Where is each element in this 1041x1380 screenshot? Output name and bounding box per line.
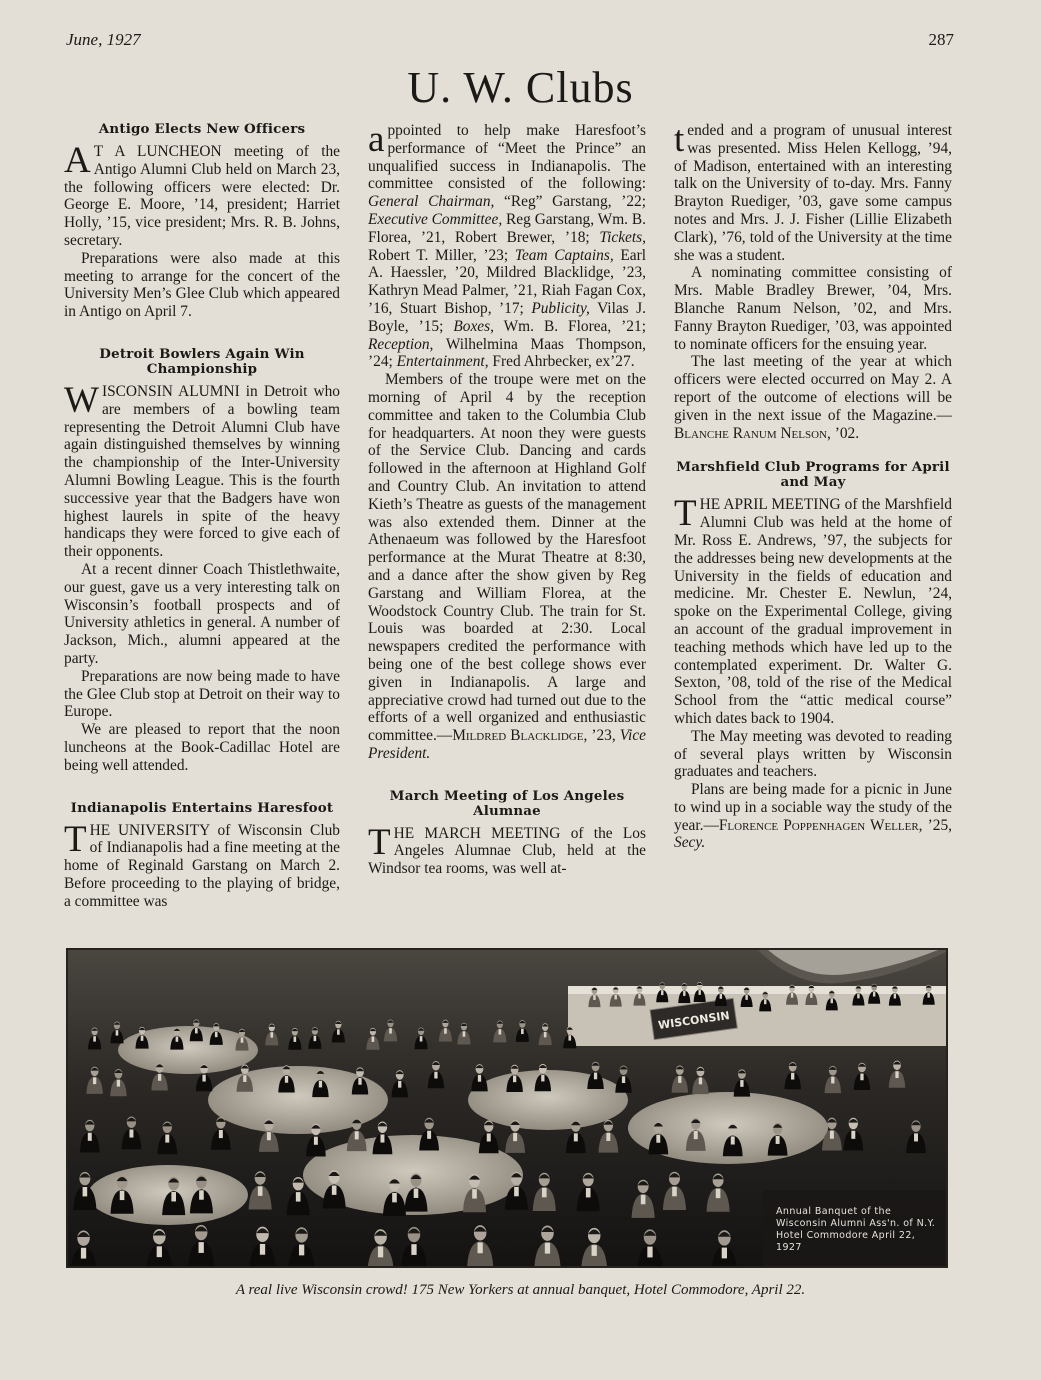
guest-shirt — [514, 1187, 519, 1196]
guest-shirt — [270, 1032, 273, 1037]
column-1 — [64, 122, 340, 910]
guest-shirt — [622, 1076, 625, 1083]
guest-shirt — [851, 1131, 855, 1139]
guest-shirt — [740, 1080, 743, 1087]
guest-shirt — [592, 1245, 597, 1256]
guest-shirt — [638, 994, 640, 999]
guest-shirt — [521, 1029, 524, 1034]
guest-shirt — [894, 994, 896, 999]
marshfield-signature: Florence Poppenhagen Weller, ’25, — [718, 816, 952, 834]
guest-shirt — [444, 1028, 447, 1033]
guest-shirt — [478, 1075, 481, 1082]
guest-shirt — [158, 1074, 161, 1081]
los-angeles-paragraph-1-cont: tended and a program of unusual interest was presented. Miss Helen Kellogg, ’94, of Madison, entertained with an interesting talk on the University of to-day. Mrs. Fanny Brayton Ruediger, ’03, gave some campus notes and Mrs. J. J. Fisher (Lillie Elizabeth Clark), ’76, told of the University at the time she was a student. — [674, 119, 952, 264]
column-2 — [368, 119, 646, 878]
indianapolis-signature: Mildred Blacklidge, ’23, — [452, 727, 616, 745]
photo-inset-caption: Annual Banquet of the Wisconsin Alumni Ass'n. of N.Y. Hotel Commodore April 22, 1927 — [776, 1206, 936, 1253]
guest-shirt — [857, 993, 859, 998]
guest-shirt — [267, 1132, 271, 1140]
guest-shirt — [895, 1071, 898, 1078]
guest-shirt — [831, 1077, 834, 1084]
guest-shirt — [202, 1075, 205, 1082]
guest-shirt — [873, 992, 875, 997]
guest-shirt — [860, 1074, 863, 1081]
guest-shirt — [420, 1036, 423, 1041]
guest-shirt — [513, 1133, 517, 1141]
guest-shirt — [831, 998, 833, 1003]
guest-shirt — [81, 1248, 86, 1259]
guest-shirt — [358, 1078, 361, 1085]
guest-shirt — [776, 1136, 780, 1144]
marshfield-paragraph-1: THE APRIL MEETING of the Marshfield Alumni Club was held at the home of Mr. Ross E. Andrews, ’97, the subjects for the addresses being new developments at the University in the fields of education and medicine. Mr. Chester E. Newlun, ’24, spoke on the Experimental College, giving an account of the gradual improvement in teaching methods which have led up to the contemplated experiment. Dr. Walter G. Sexton, ’08, told of the rise of the Medical School from the “attic medical course” which dates back to 1904. — [674, 493, 952, 727]
guest-shirt — [258, 1186, 263, 1195]
guest-shirt — [414, 1188, 419, 1197]
guest-shirt — [93, 1036, 96, 1041]
guest-shirt — [165, 1134, 169, 1142]
guest-shirt — [683, 991, 685, 996]
guest-shirt — [914, 1133, 918, 1141]
guest-shirt — [541, 1075, 544, 1082]
guest-shirt — [545, 1243, 550, 1254]
guest-shirt — [141, 1035, 144, 1040]
los-angeles-heading: March Meeting of Los Angeles Alumnae — [389, 787, 625, 819]
marshfield-heading: Marshfield Club Programs for April and May — [676, 459, 950, 491]
guest-shirt — [314, 1137, 318, 1145]
guest-shirt — [88, 1133, 92, 1141]
guest-shirt — [319, 1081, 322, 1088]
guest-shirt — [332, 1185, 337, 1194]
los-angeles-paragraph-1: THE MARCH MEETING of the Los Angeles Alumnae Club, held at the Windsor tea rooms, was well at- — [368, 821, 646, 878]
guest-shirt — [791, 1073, 794, 1080]
guest-shirt — [487, 1133, 491, 1141]
guest-shirt — [927, 993, 929, 998]
guest-shirt — [372, 1036, 375, 1041]
guest-shirt — [83, 1187, 88, 1196]
guest-shirt — [219, 1130, 223, 1138]
photo-caption: A real live Wisconsin crowd! 175 New Yorkers at annual banquet, Hotel Commodore, April 22. — [235, 1282, 806, 1298]
guest-shirt — [672, 1187, 677, 1196]
guest-shirt — [810, 993, 812, 998]
guest-shirt — [594, 1073, 597, 1080]
guest-shirt — [830, 1131, 834, 1139]
guest-shirt — [478, 1242, 483, 1253]
page-number: 287 — [928, 30, 954, 49]
guest-shirt — [378, 1247, 383, 1258]
antigo-paragraph-1: AT A LUNCHEON meeting of the Antigo Alumni Club held on March 23, the following officers were elected: Dr. George E. Moore, ’14, president; Harriet Holly, ’15, vice president; Mrs. R. B. Johns, secretary. — [64, 140, 340, 249]
guest-shirt — [434, 1072, 437, 1079]
guest-shirt — [731, 1136, 735, 1144]
antigo-heading: Antigo Elects New Officers — [98, 121, 306, 137]
column-3 — [674, 119, 952, 852]
indianapolis-paragraph-2: Members of the troupe were met on the morning of April 4 by the reception committee and taken to the Columbia Club for headquarters. At noon they were guests of the Service Club. Dancing and cards followed in the afternoon at Highland Golf and Country Club. An invitation to attend Kieth’s Theatre as guests of the management was also extended them. Dinner at the Athenaeum was followed by the Haresfoot performance at the Murat Theatre at 8:30, and a dance after the show given by Reg Garstang and William Florea, at the Woodstock Country Club. The train for St. Louis was boarded at 2:30. Local newspapers credited the performance with being one of the best college shows ever given in Indianapolis. A large and appreciative crowd had turned out due to the efforts of a well organized and enthusiastic committee.—Mildred Blacklidge, ’23, Vice President. — [368, 371, 646, 762]
los-angeles-paragraph-2: A nominating committee consisting of Mrs. Mable Bradley Brewer, ’04, Mrs. Blanche Ranum Nelson, ’02, and Mrs. Fanny Brayton Ruediger, ’03, was appointed to nominate officers for the ensuing year. — [674, 264, 952, 353]
guest-shirt — [544, 1032, 547, 1037]
guest-shirt — [129, 1129, 133, 1137]
guest-shirt — [199, 1190, 204, 1199]
guest-shirt — [337, 1029, 340, 1034]
detroit-paragraph-1: WISCONSIN ALUMNI in Detroit who are members of a bowling team representing the Detroit Alumni Club have again distinguished themselves by winning the championship of the Inter-University Alumni Bowling League. This is the fourth successive year that the Badgers have won highest laurels in spite of the heavy handicaps they were forced to give each of their opponents. — [64, 379, 340, 561]
guest-shirt — [641, 1195, 646, 1204]
detroit-paragraph-4: We are pleased to report that the noon luncheons at the Book-Cadillac Hotel are being well attended. — [64, 721, 340, 774]
guest-shirt — [656, 1135, 660, 1143]
guest-shirt — [241, 1037, 244, 1042]
guest-shirt — [720, 994, 722, 999]
guest-shirt — [285, 1076, 288, 1083]
guest-shirt — [176, 1036, 179, 1041]
guest-shirt — [392, 1193, 397, 1202]
guest-shirt — [716, 1189, 721, 1198]
guest-shirt — [568, 1035, 571, 1040]
los-angeles-paragraph-3: The last meeting of the year at which officers were elected occurred on May 2. A report of the outcome of elections will be given in the next issue of the Magazine.—Blanche Ranum Nelson, ’02. — [674, 353, 952, 442]
guest-shirt — [243, 1075, 246, 1082]
guest-shirt — [699, 1078, 702, 1085]
banner-text: WISCONSIN — [657, 1009, 731, 1032]
guest-shirt — [411, 1244, 416, 1255]
guest-shirt — [694, 1131, 698, 1139]
guest-shirt — [355, 1131, 359, 1139]
detroit-heading: Detroit Bowlers Again Win Championship — [99, 345, 305, 377]
guest-shirt — [398, 1081, 401, 1088]
guest-shirt — [606, 1133, 610, 1141]
los-angeles-signature: Blanche Ranum Nelson, ’02. — [674, 424, 860, 442]
guest-shirt — [542, 1188, 547, 1197]
guest-shirt — [745, 995, 747, 1000]
marshfield-paragraph-2: The May meeting was devoted to reading of several plays written by Wisconsin graduates and teachers. — [674, 727, 952, 781]
indianapolis-committee: appointed to help make Haresfoot’s performance of “Meet the Prince” an unqualified success in Indianapolis. The committee consisted of the following: General Chairman, “Reg” Garstang, ’22; Executive Committee, Reg Garstang, Wm. B. Florea, ’21, Robert Brewer, ’18; Tickets, Robert T. Miller, ’23; Team Captains, Earl A. Haessler, ’20, Mildred Blacklidge, ’23, Kathryn Mead Palmer, ’21, Riah Fagan Cox, ’16, Stuart Bishop, ’17; Publicity, Vilas J. Boyle, ’15; Boxes, Wm. B. Florea, ’21; Reception, Wilhelmina Maas Thompson, ’24; Entertainment, Fred Ahrbecker, ex’27. — [368, 119, 646, 371]
guest-shirt — [93, 1077, 96, 1084]
guest-shirt — [593, 995, 595, 1000]
marshfield-paragraph-3: Plans are being made for a picnic in June to wind up in a sociable way the study of the year.—Florence Poppenhagen Weller, ’25, Secy. — [674, 781, 952, 852]
guest-shirt — [764, 999, 766, 1004]
detroit-paragraph-2: At a recent dinner Coach Thistlethwaite, our guest, gave us a very interesting talk on Wisconsin’s football prospects and of University athletics in general. A number of Jackson, Mich., alumni appeared at the party. — [64, 560, 340, 667]
guest-shirt — [120, 1191, 125, 1200]
guest-shirt — [260, 1244, 265, 1255]
indianapolis-heading: Indianapolis Entertains Haresfoot — [70, 799, 334, 816]
guest-shirt — [299, 1245, 304, 1256]
guest-shirt — [463, 1031, 466, 1036]
indianapolis-paragraph-1: THE UNIVERSITY of Wisconsin Club of Indianapolis had a fine meeting at the home of Reginald Garstang on March 2. Before proceeding to the playing of bridge, a committee was — [64, 818, 340, 910]
guest-shirt — [647, 1247, 652, 1258]
issue-date: June, 1927 — [66, 30, 141, 49]
guest-shirt — [380, 1134, 384, 1142]
guest-shirt — [215, 1032, 218, 1037]
guest-shirt — [698, 990, 700, 995]
guest-shirt — [116, 1030, 119, 1035]
guest-shirt — [195, 1028, 198, 1033]
guest-shirt — [296, 1192, 301, 1201]
detroit-paragraph-3: Preparations are now being made to have the Glee Club stop at Detroit on their way to Europe. — [64, 667, 340, 721]
guest-shirt — [427, 1131, 431, 1139]
guest-shirt — [791, 993, 793, 998]
guest-shirt — [586, 1188, 591, 1197]
guest-shirt — [314, 1036, 317, 1041]
antigo-paragraph-2: Preparations were also made at this meeting to arrange for the concert of the University Men’s Glee Club which appeared in Antigo on April 7. — [64, 249, 340, 321]
guest-shirt — [117, 1080, 120, 1087]
guest-shirt — [661, 990, 663, 995]
guest-shirt — [294, 1037, 297, 1042]
guest-shirt — [614, 994, 616, 999]
guest-shirt — [171, 1192, 176, 1201]
guest-shirt — [513, 1075, 516, 1082]
guest-shirt — [678, 1076, 681, 1083]
guest-shirt — [199, 1242, 204, 1253]
guest-shirt — [574, 1133, 578, 1141]
guest-shirt — [499, 1029, 502, 1034]
guest-shirt — [389, 1028, 392, 1033]
guest-shirt — [472, 1189, 477, 1198]
guest-shirt — [722, 1248, 727, 1259]
guest-shirt — [157, 1246, 162, 1257]
section-title: U. W. Clubs — [407, 63, 634, 112]
